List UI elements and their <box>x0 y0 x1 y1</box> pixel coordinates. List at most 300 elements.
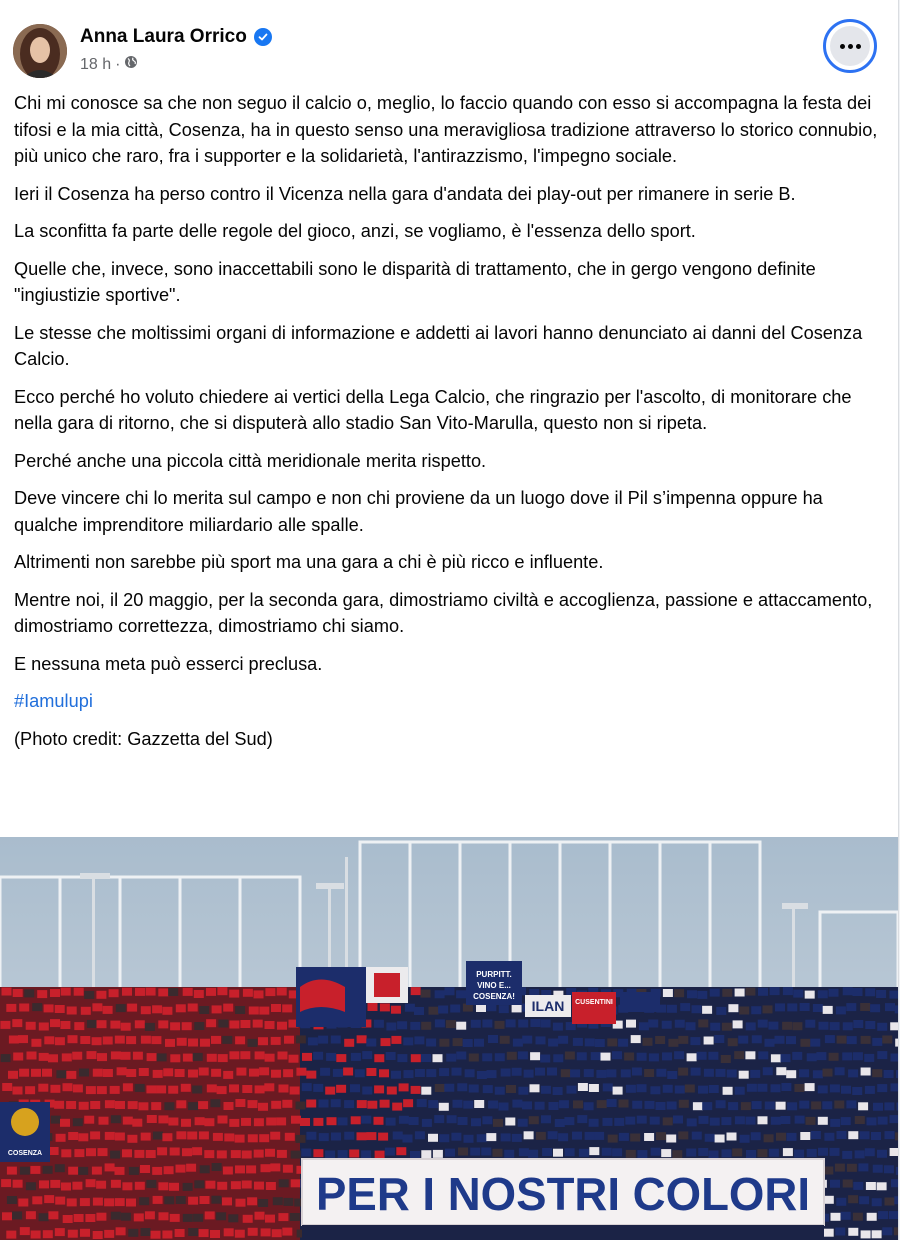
crowd-tile <box>853 1182 863 1190</box>
crowd-tile <box>231 1150 241 1158</box>
crowd-tile <box>816 1052 826 1060</box>
crowd-tile <box>243 1215 253 1223</box>
crowd-tile <box>258 1037 268 1045</box>
crowd-tile <box>693 1102 703 1110</box>
crowd-tile <box>224 1228 234 1236</box>
crowd-tile <box>319 1100 329 1108</box>
crowd-tile <box>558 1036 568 1044</box>
crowd-tile <box>73 1118 83 1126</box>
crowd-tile <box>181 1084 191 1092</box>
crowd-tile <box>573 1100 583 1108</box>
crowd-tile <box>61 1183 71 1191</box>
crowd-tile <box>151 1231 161 1239</box>
crowd-tile <box>792 1022 802 1030</box>
crowd-tile <box>451 1133 461 1141</box>
crowd-tile <box>607 1099 617 1107</box>
crowd-tile <box>290 1213 300 1221</box>
crowd-tile <box>547 1068 557 1076</box>
crowd-tile <box>44 1036 54 1044</box>
crowd-tile <box>686 1022 696 1030</box>
crowd-tile <box>266 1118 276 1126</box>
crowd-tile <box>469 1054 479 1062</box>
crowd-tile <box>852 1087 862 1095</box>
crowd-tile <box>594 1132 604 1140</box>
crowd-tile <box>585 1038 595 1046</box>
crowd-tile <box>39 1180 49 1188</box>
crowd-tile <box>722 1023 732 1031</box>
crowd-tile <box>421 1087 431 1095</box>
crowd-tile <box>463 1039 473 1047</box>
crowd-tile <box>541 1086 551 1094</box>
crowd-tile <box>495 1053 505 1061</box>
crowd-tile <box>277 988 287 996</box>
crowd-tile <box>799 1069 809 1077</box>
post-header <box>0 0 898 90</box>
crowd-tile <box>618 1039 628 1047</box>
crowd-tile <box>158 1182 168 1190</box>
crowd-tile <box>843 1180 853 1188</box>
crowd-tile <box>123 1083 133 1091</box>
crowd-tile <box>55 1037 65 1045</box>
crowd-tile <box>727 1133 737 1141</box>
crowd-tile <box>612 1051 622 1059</box>
crowd-tile <box>663 1085 673 1093</box>
crowd-tile <box>391 1006 401 1014</box>
crowd-tile <box>319 1133 329 1141</box>
crowd-tile <box>13 1053 23 1061</box>
crowd-tile <box>175 1229 185 1237</box>
hashtag-link[interactable]: #Iamulupi <box>14 691 93 711</box>
crowd-tile <box>229 990 239 998</box>
crowd-tile <box>650 1117 660 1125</box>
crowd-tile <box>601 1053 611 1061</box>
crowd-tile <box>146 1180 156 1188</box>
crowd-tile <box>710 1118 720 1126</box>
crowd-tile <box>217 987 227 995</box>
crowd-tile <box>38 1084 48 1092</box>
crowd-tile <box>162 1231 172 1239</box>
crowd-tile <box>672 1150 682 1158</box>
crowd-tile <box>830 1119 840 1127</box>
crowd-tile <box>403 1037 413 1045</box>
crowd-tile <box>103 1037 113 1045</box>
crowd-tile <box>734 1051 744 1059</box>
crowd-tile <box>51 1116 61 1124</box>
crowd-tile <box>891 1179 898 1187</box>
crowd-tile <box>147 1115 157 1123</box>
crowd-tile <box>85 1214 95 1222</box>
crowd-tile <box>493 1119 503 1127</box>
crowd-tile <box>301 1149 311 1157</box>
crowd-tile <box>877 1051 887 1059</box>
crowd-tile <box>795 1116 805 1124</box>
crowd-tile <box>55 1164 65 1172</box>
crowd-tile <box>493 1149 503 1157</box>
crowd-tile <box>147 1053 157 1061</box>
crowd-tile <box>872 1038 882 1046</box>
post-photo[interactable] <box>0 837 898 1240</box>
crowd-tile <box>841 1086 851 1094</box>
crowd-tile <box>414 1007 424 1015</box>
crowd-tile <box>325 1087 335 1095</box>
crowd-tile <box>439 1039 449 1047</box>
crowd-tile <box>50 1180 60 1188</box>
crowd-tile <box>229 1021 239 1029</box>
crowd-tile <box>847 1036 857 1044</box>
crowd-tile <box>578 1083 588 1091</box>
crowd-tile <box>296 1102 306 1110</box>
crowd-tile <box>673 1116 683 1124</box>
crowd-tile <box>692 1005 702 1013</box>
crowd-tile <box>474 1100 484 1108</box>
crowd-tile <box>751 1132 761 1140</box>
crowd-tile <box>553 1087 563 1095</box>
crowd-tile <box>169 1183 179 1191</box>
post-paragraph: E nessuna meta può esserci preclusa. <box>14 653 323 674</box>
crowd-tile <box>39 1023 49 1031</box>
author-name[interactable]: Anna Laura Orrico <box>80 26 247 47</box>
crowd-tile <box>597 1100 607 1108</box>
crowd-tile <box>151 1036 161 1044</box>
crowd-tile <box>781 1054 791 1062</box>
crowd-tile <box>572 1132 582 1140</box>
crowd-tile <box>229 1119 239 1127</box>
crowd-tile <box>361 1116 371 1124</box>
crowd-tile <box>631 1035 641 1043</box>
crowd-tile <box>483 1085 493 1093</box>
crowd-tile <box>698 1148 708 1156</box>
crowd-tile <box>44 1004 54 1012</box>
crowd-tile <box>374 1020 384 1028</box>
crowd-tile <box>435 1019 445 1027</box>
crowd-tile <box>277 1150 287 1158</box>
crowd-tile <box>96 1181 106 1189</box>
crowd-tile <box>747 1084 757 1092</box>
crowd-tile <box>279 1179 289 1187</box>
crowd-tile <box>135 1084 145 1092</box>
crowd-tile <box>217 1150 227 1158</box>
crowd-tile <box>193 1053 203 1061</box>
crowd-tile <box>865 1148 875 1156</box>
crowd-tile <box>194 1180 204 1188</box>
crowd-tile <box>705 1134 715 1142</box>
crowd-tile <box>842 1151 852 1159</box>
crowd-tile <box>141 1133 151 1141</box>
crowd-tile <box>698 1019 708 1027</box>
crowd-tile <box>276 1117 286 1125</box>
crowd-tile <box>129 1167 139 1175</box>
crowd-tile <box>56 1134 66 1142</box>
crowd-tile <box>60 1119 70 1127</box>
crowd-tile <box>162 1007 172 1015</box>
crowd-tile <box>794 1150 804 1158</box>
crowd-tile <box>512 1100 522 1108</box>
crowd-tile <box>690 1037 700 1045</box>
crowd-tile <box>781 1083 791 1091</box>
crowd-tile <box>716 1100 726 1108</box>
crowd-tile <box>277 1022 287 1030</box>
crowd-tile <box>896 1070 898 1078</box>
crowd-tile <box>249 1007 259 1015</box>
crowd-tile <box>626 1020 636 1028</box>
crowd-tile <box>105 1163 115 1171</box>
crowd-tile <box>157 1147 167 1155</box>
post-paragraph: Mentre noi, il 20 maggio, per la seconda gara, dimostriamo civiltà e accoglienza, passione e attaccamento, dimostriamo correttezza, dimostriamo chi siamo. <box>14 589 873 636</box>
crowd-tile <box>265 1021 275 1029</box>
crowd-tile <box>162 1133 172 1141</box>
crowd-tile <box>456 1052 466 1060</box>
crowd-tile <box>692 1132 702 1140</box>
crowd-tile <box>357 1035 367 1043</box>
crowd-tile <box>176 1004 186 1012</box>
crowd-tile <box>780 1116 790 1124</box>
crowd-tile <box>470 1148 480 1156</box>
crowd-tile <box>535 1068 545 1076</box>
crowd-tile <box>39 1213 49 1221</box>
crowd-tile <box>783 1148 793 1156</box>
crowd-tile <box>678 1068 688 1076</box>
crowd-tile <box>361 1150 371 1158</box>
crowd-tile <box>446 1054 456 1062</box>
crowd-tile <box>393 1132 403 1140</box>
crowd-tile <box>0 1021 10 1029</box>
crowd-tile <box>540 1055 550 1063</box>
crowd-tile <box>842 1052 852 1060</box>
crowd-tile <box>512 1134 522 1142</box>
crowd-tile <box>115 1101 125 1109</box>
crowd-tile <box>284 1036 294 1044</box>
crowd-tile <box>366 1068 376 1076</box>
crowd-tile <box>296 1135 306 1143</box>
crowd-tile <box>1 1179 11 1187</box>
crowd-tile <box>522 1101 532 1109</box>
crowd-tile <box>709 1085 719 1093</box>
crowd-tile <box>164 1102 174 1110</box>
crowd-tile <box>333 1069 343 1077</box>
crowd-tile <box>176 1196 186 1204</box>
crowd-tile <box>841 1117 851 1125</box>
meta-separator: · <box>115 55 121 73</box>
crowd-tile <box>278 1052 288 1060</box>
crowd-tile <box>13 989 23 997</box>
crowd-tile <box>164 1166 174 1174</box>
crowd-tile <box>344 1100 354 1108</box>
crowd-tile <box>741 1102 751 1110</box>
crowd-tile <box>421 1054 431 1062</box>
crowd-tile <box>637 1053 647 1061</box>
crowd-tile <box>561 1069 571 1077</box>
crowd-tile <box>481 1148 491 1156</box>
crowd-tile <box>236 1199 246 1207</box>
crowd-tile <box>7 1167 17 1175</box>
crowd-tile <box>265 988 275 996</box>
crowd-tile <box>344 1039 354 1047</box>
crowd-tile <box>843 987 853 995</box>
crowd-tile <box>218 1020 228 1028</box>
crowd-tile <box>632 1068 642 1076</box>
crowd-tile <box>564 1117 574 1125</box>
crowd-tile <box>685 1085 695 1093</box>
crowd-tile <box>702 1102 712 1110</box>
crowd-tile <box>890 1022 898 1030</box>
crowd-tile <box>109 989 119 997</box>
crowd-tile <box>830 1148 840 1156</box>
crowd-tile <box>865 1086 875 1094</box>
crowd-tile <box>667 1071 677 1079</box>
crowd-tile <box>410 1022 420 1030</box>
crowd-tile <box>894 1227 898 1235</box>
crowd-tile <box>306 1132 316 1140</box>
crowd-tile <box>536 1132 546 1140</box>
crowd-tile <box>2 1083 12 1091</box>
crowd-tile <box>55 1228 65 1236</box>
crowd-tile <box>391 1071 401 1079</box>
crowd-tile <box>122 1149 132 1157</box>
crowd-tile <box>153 1132 163 1140</box>
post-paragraph: Ecco perché ho voluto chiedere ai vertici della Lega Calcio, che ringrazio per l'ascolto, di monitorare che nella gara di ritorno, che si disputerà allo stadio San Vito-Marulla, questo non si ripeta. <box>14 386 852 433</box>
crowd-tile <box>417 1099 427 1107</box>
crowd-tile <box>126 1069 136 1077</box>
crowd-tile <box>156 1085 166 1093</box>
crowd-tile <box>135 1020 145 1028</box>
crowd-tile <box>853 988 863 996</box>
crowd-tile <box>528 1150 538 1158</box>
crowd-tile <box>811 1131 821 1139</box>
crowd-tile <box>265 1215 275 1223</box>
crowd-tile <box>680 1003 690 1011</box>
crowd-tile <box>650 1086 660 1094</box>
post-time[interactable]: 18 h <box>80 55 112 73</box>
crowd-tile <box>366 1039 376 1047</box>
crowd-tile <box>524 1070 534 1078</box>
crowd-tile <box>662 1021 672 1029</box>
crowd-tile <box>56 1070 66 1078</box>
crowd-tile <box>78 1133 88 1141</box>
author-avatar[interactable] <box>13 24 67 78</box>
crowd-tile <box>855 1116 865 1124</box>
crowd-tile <box>31 1039 41 1047</box>
crowd-tile <box>890 1115 899 1123</box>
crowd-tile <box>26 1211 36 1219</box>
post-paragraph: Perché anche una piccola città meridionale merita rispetto. <box>14 450 487 471</box>
crowd-tile <box>848 1195 858 1203</box>
crowd-tile <box>800 1039 810 1047</box>
crowd-tile <box>807 1149 817 1157</box>
crowd-tile <box>204 1118 214 1126</box>
crowd-tile <box>500 1036 510 1044</box>
crowd-tile <box>835 1228 845 1236</box>
crowd-tile <box>637 1116 647 1124</box>
crowd-tile <box>415 1069 425 1077</box>
crowd-tile <box>362 1087 372 1095</box>
crowd-tile <box>765 1102 775 1110</box>
crowd-tile <box>786 1070 796 1078</box>
crowd-tile <box>399 1116 409 1124</box>
crowd-tile <box>846 1100 856 1108</box>
crowd-tile <box>368 1003 378 1011</box>
crowd-tile <box>661 1149 671 1157</box>
crowd-tile <box>522 1036 532 1044</box>
crowd-tile <box>259 1007 269 1015</box>
crowd-tile <box>355 1069 365 1077</box>
crowd-tile <box>740 1135 750 1143</box>
crowd-tile <box>458 1117 468 1125</box>
crowd-tile <box>732 1148 742 1156</box>
crowd-tile <box>666 1135 676 1143</box>
crowd-tile <box>728 1004 738 1012</box>
crowd-tile <box>507 1052 517 1060</box>
crowd-tile <box>843 1022 853 1030</box>
crowd-tile <box>170 1054 180 1062</box>
crowd-tile <box>861 1036 871 1044</box>
crowd-tile <box>548 1039 558 1047</box>
crowd-tile <box>824 1229 834 1237</box>
crowd-tile <box>667 1102 677 1110</box>
crowd-tile <box>687 1053 697 1061</box>
crowd-tile <box>422 1119 432 1127</box>
crowd-tile <box>68 1167 78 1175</box>
crowd-tile <box>584 1069 594 1077</box>
crowd-tile <box>542 1148 552 1156</box>
crowd-tile <box>183 988 193 996</box>
crowd-tile <box>115 1036 125 1044</box>
crowd-tile <box>822 1101 832 1109</box>
crowd-tile <box>386 1023 396 1031</box>
crowd-tile <box>775 1036 785 1044</box>
crowd-tile <box>399 1083 409 1091</box>
crowd-tile <box>506 1019 516 1027</box>
crowd-tile <box>282 1228 292 1236</box>
crowd-tile <box>860 1003 870 1011</box>
crowd-tile <box>853 1213 863 1221</box>
crowd-tile <box>764 1134 774 1142</box>
crowd-tile <box>158 988 168 996</box>
crowd-tile <box>439 1134 449 1142</box>
crowd-tile <box>379 1069 389 1077</box>
crowd-tile <box>637 1150 647 1158</box>
crowd-tile <box>228 1214 238 1222</box>
crowd-tile <box>889 1211 898 1219</box>
crowd-tile <box>392 1103 402 1111</box>
crowd-tile <box>235 1165 245 1173</box>
crowd-tile <box>313 1118 323 1126</box>
crowd-tile <box>81 1007 91 1015</box>
crowd-tile <box>612 1148 622 1156</box>
crowd-tile <box>200 1165 210 1173</box>
crowd-tile <box>67 1007 77 1015</box>
crowd-tile <box>818 990 828 998</box>
crowd-tile <box>140 1165 150 1173</box>
crowd-tile <box>12 1211 22 1219</box>
crowd-tile <box>63 1215 73 1223</box>
crowd-tile <box>343 1068 353 1076</box>
crowd-tile <box>411 1054 421 1062</box>
crowd-tile <box>530 1084 540 1092</box>
crowd-tile <box>386 1118 396 1126</box>
crowd-tile <box>735 1116 745 1124</box>
crowd-tile <box>291 1151 301 1159</box>
crowd-tile <box>271 1070 281 1078</box>
crowd-tile <box>87 1020 97 1028</box>
crowd-tile <box>782 1022 792 1030</box>
more-options-button[interactable] <box>823 19 877 73</box>
crowd-tile <box>193 1214 203 1222</box>
crowd-tile <box>2 988 12 996</box>
crowd-tile <box>374 1117 384 1125</box>
crowd-tile <box>168 1086 178 1094</box>
crowd-tile <box>787 1133 797 1141</box>
crowd-tile <box>213 1133 223 1141</box>
